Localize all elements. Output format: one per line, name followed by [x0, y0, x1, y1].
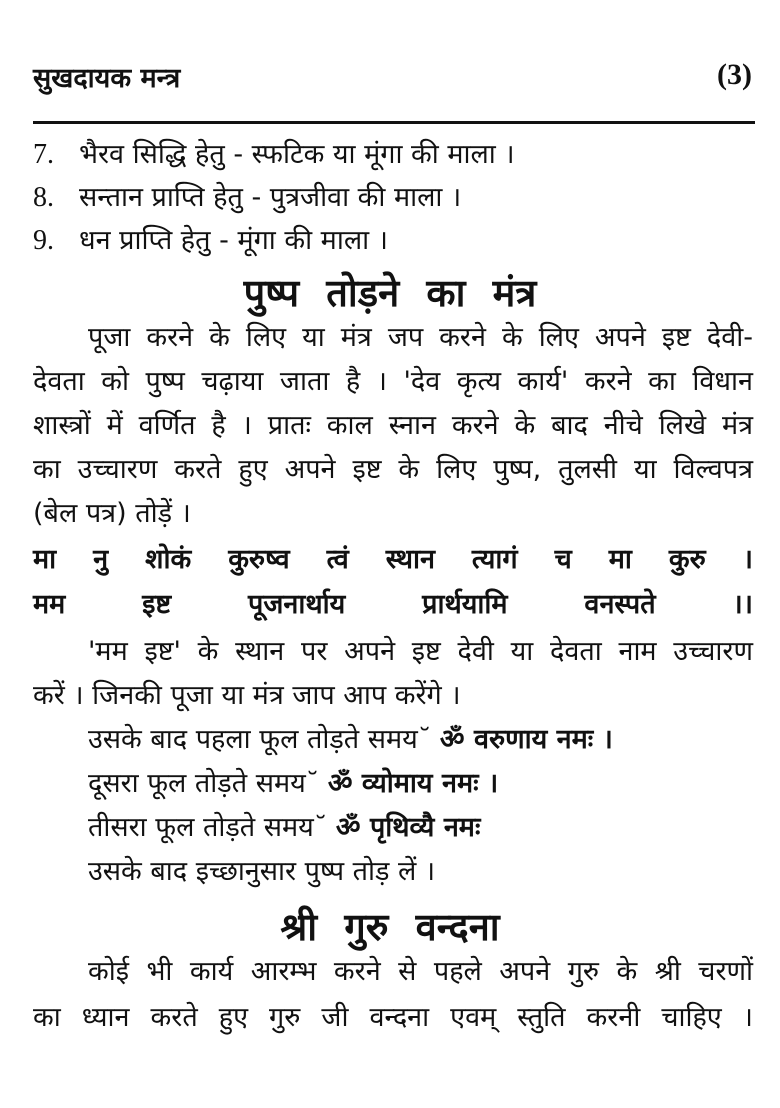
step-mantra: ॐ वरुणाय नमः । [439, 724, 613, 755]
list-item [33, 178, 753, 218]
paragraph-line: उसके बाद इच्छानुसार पुष्प तोड़ लें । [88, 856, 436, 887]
step-mantra: ॐ पृथिव्यै नमः [335, 812, 481, 843]
mantra-line: मम इष्ट पूजनार्थाय प्रार्थयामि वनस्पते ।। [33, 589, 753, 620]
paragraph-line: कोई भी कार्य आरम्भ करने से पहले अपने गुरु के श्री चरणों [88, 956, 753, 987]
step-line: उसके बाद पहला फूल तोड़ते समय˘ ॐ वरुणाय नमः । [88, 724, 613, 755]
paragraph-line: 'मम इष्ट' के स्थान पर अपने इष्ट देवी या देवता नाम उच्चारण [88, 636, 753, 667]
header-rule [33, 121, 755, 124]
list-text: भैरव सिद्धि हेतु - स्फटिक या मूंगा की माला । [79, 139, 515, 170]
paragraph-line: पूजा करने के लिए या मंत्र जप करने के लिए अपने इष्ट देवी- [88, 322, 753, 353]
section-heading: पुष्प तोड़ने का मंत्र [243, 271, 537, 315]
list-number: 8. [33, 182, 54, 213]
step-text: उसके बाद पहला फूल तोड़ते समय [88, 724, 418, 755]
mantra-line: मा नु शोकं कुरुष्व त्वं स्थान त्यागं च मा कुरु । [33, 544, 753, 575]
list-number: 9. [33, 225, 54, 256]
list-item [33, 135, 753, 175]
paragraph-line: देवता को पुष्प चढ़ाया जाता है । 'देव कृत्य कार्य' करने का विधान [33, 366, 753, 397]
step-mantra: ॐ व्योमाय नमः । [327, 768, 499, 799]
page-number: (3) [717, 58, 752, 91]
paragraph-line: (बेल पत्र) तोड़ें । [33, 498, 191, 529]
step-text: तीसरा फूल तोड़ते समय [88, 812, 314, 843]
list-text: धन प्राप्ति हेतु - मूंगा की माला । [79, 225, 388, 256]
paragraph-line: का ध्यान करते हुए गुरु जी वन्दना एवम् स्तुति करनी चाहिए । [33, 1002, 753, 1033]
section-heading: श्री गुरु वन्दना [280, 905, 500, 949]
paragraph-line: का उच्चारण करते हुए अपने इष्ट के लिए पुष्प, तुलसी या विल्वपत्र [33, 454, 753, 485]
step-line: तीसरा फूल तोड़ते समय˘ ॐ पृथिव्यै नमः [88, 812, 481, 843]
list-item [33, 221, 753, 261]
list-text: सन्तान प्राप्ति हेतु - पुत्रजीवा की माला । [79, 182, 462, 213]
paragraph-line: शास्त्रों में वर्णित है । प्रातः काल स्नान करने के बाद नीचे लिखे मंत्र [33, 410, 753, 441]
step-line: दूसरा फूल तोड़ते समय˘ ॐ व्योमाय नमः । [88, 768, 499, 799]
running-title: सुखदायक मन्त्र [33, 63, 181, 94]
list-number: 7. [33, 139, 54, 170]
step-text: दूसरा फूल तोड़ते समय [88, 768, 306, 799]
paragraph-line: करें । जिनकी पूजा या मंत्र जाप आप करेंगे । [33, 680, 461, 711]
